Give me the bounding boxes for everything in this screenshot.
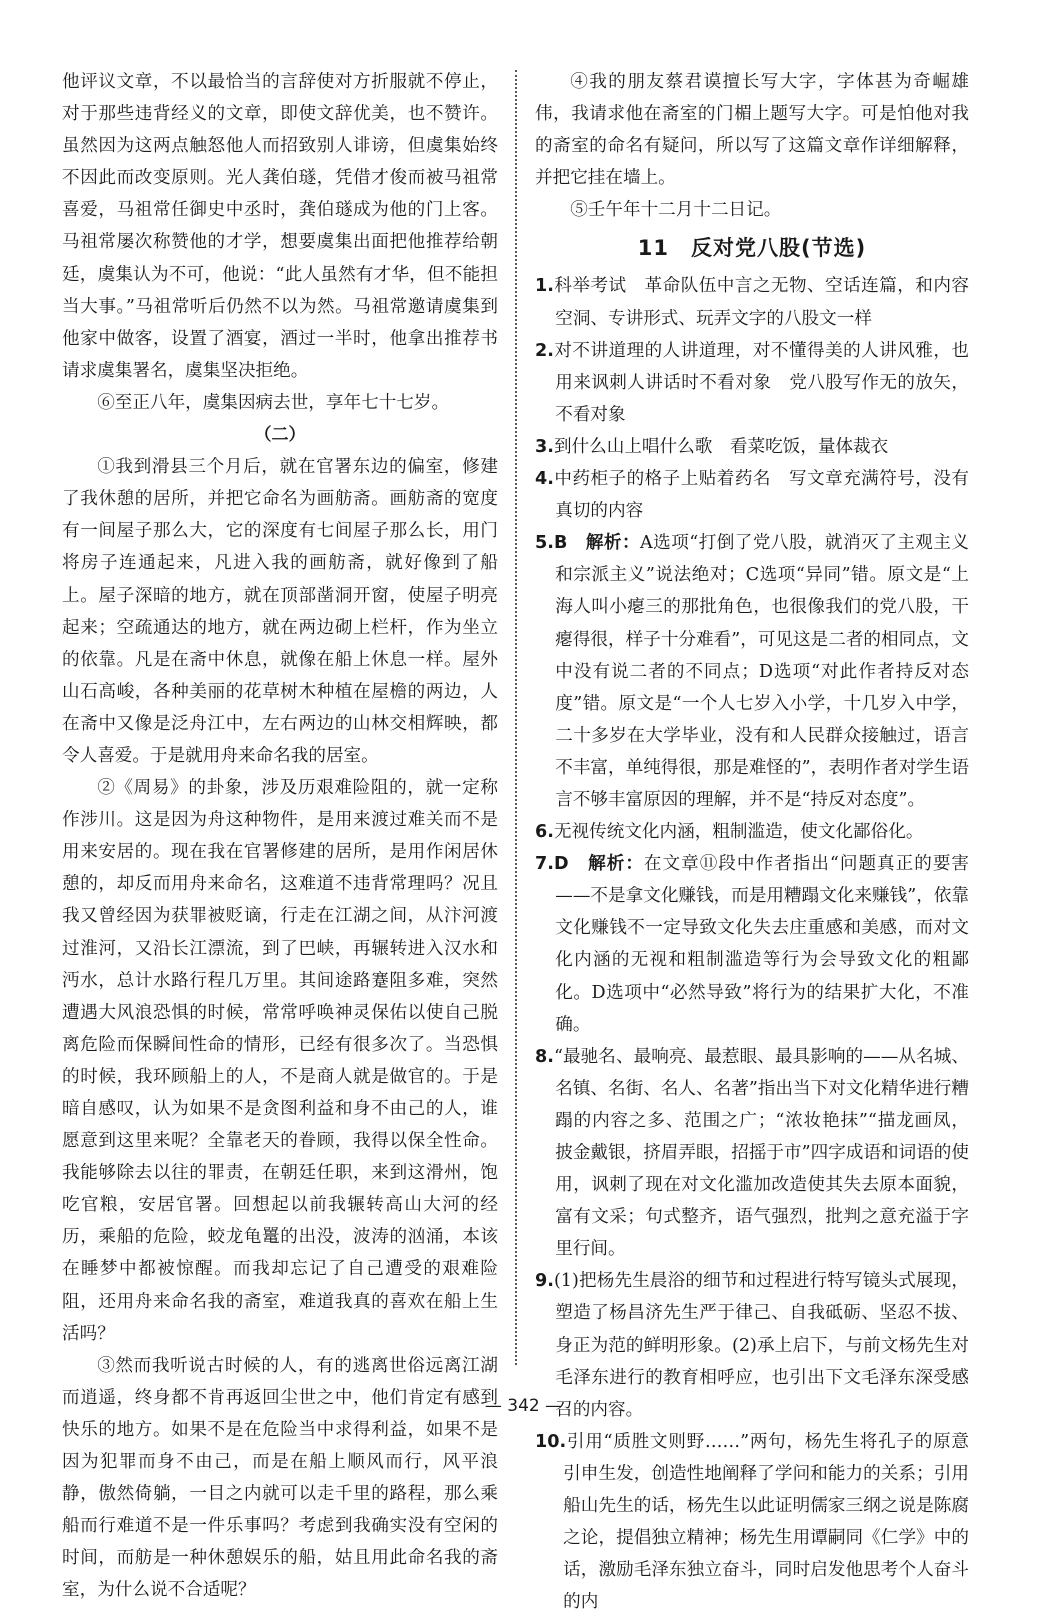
answer-item	[535, 1426, 969, 1618]
answer-number: 9.	[535, 1271, 554, 1292]
answer-number: 7.	[535, 854, 554, 875]
answer-number: 3.	[535, 436, 554, 457]
lesson-title: 11 反对党八股(节选)	[637, 236, 867, 261]
paragraph-continued: 他评议文章，不以最恰当的言辞使对方折服就不停止，对于那些违背经义的文章，即使文辞优美，也不赞许。虽然因为这两点触怒他人而招致别人诽谤，但虞集始终不因此而改变原则。光人龚伯璲，凭借才俊而被马祖常喜爱，马祖常任御史中丞时，龚伯璲成为他的门上客。马祖常屡次称赞他的才学，想要虞集出面把他推荐给朝廷，虞集认为不可，他说：“此人虽然有才华，但不能担当大事。”马祖常听后仍然不以为然。马祖常邀请虞集到他家中做客，设置了酒宴，酒过一半时，他拿出推荐书请求虞集署名，虞集坚决拒绝。	[62, 72, 498, 381]
paragraph-6: ⑥至正八年，虞集因病去世，享年七十七岁。	[97, 392, 450, 413]
answer-number: 6.	[535, 822, 554, 843]
paragraph-4: ④我的朋友蔡君谟擅长写大字，字体甚为奇崛雄伟，我请求他在斋室的门楣上题写大字。可是怕他对我的斋室的命名有疑问，所以写了这篇文章作详细解释，并把它挂在墙上。	[535, 72, 969, 189]
answer-item	[535, 431, 969, 463]
answer-text: 到什么山上唱什么歌 看菜吃饭，量体裁衣	[553, 436, 889, 457]
right-column	[535, 66, 969, 1618]
left-column	[62, 66, 498, 1607]
answer-number: 5.	[535, 533, 554, 554]
answer-text: A选项“打倒了党八股，就消灭了主观主义和宗派主义”说法绝对；C选项“异同”错。原文是“上海人叫小瘪三的那批角色，也很像我们的党八股，干瘪得很，样子十分难看”，可见这是二者的相同点，文中没有说二者的不同点；D选项“对此作者持反对态度”错。原文是“一个人七岁入小学，十几岁入中学，二十多岁在大学毕业，没有和人民群众接触过，语言不丰富，单纯得很，那是难怪的”，表明作者对学生语言不够丰富原因的理解，并不是“持反对态度”。	[555, 533, 969, 810]
answer-number: 8.	[535, 1046, 554, 1067]
answer-text: “最驰名、最响亮、最惹眼、最具影响的——从名城、名镇、名街、名人、名著”指出当下对文化精华进行糟蹋的内容之多、范围之广；“浓妆艳抹”“描龙画凤，披金戴银，挤眉弄眼，招摇于市”四字成语和词语的使用，讽刺了现在对文化滥加改造使其失去原本面貌，富有文采；句式整齐，语气强烈，批判之意充溢于字里行间。	[553, 1046, 969, 1260]
section-heading-2: （二）	[254, 425, 306, 446]
answer-number: 4.	[535, 469, 554, 490]
answer-item	[535, 848, 969, 1041]
answer-item	[535, 816, 969, 848]
answer-text: 在文章⑪段中作者指出“问题真正的要害——不是拿文化赚钱，而是用糟蹋文化来赚钱”，依靠文化赚钱不一定导致文化失去庄重感和美感，而对文化内涵的无视和粗制滥造等行为会导致文化的粗鄙化。D选项中“必然导致”将行为的结果扩大化，不准确。	[555, 854, 969, 1035]
answer-text: 无视传统文化内涵，粗制滥造，使文化鄙俗化。	[553, 822, 924, 843]
answer-item	[535, 463, 969, 527]
answer-text: 科举考试 革命队伍中言之无物、空话连篇，和内容空洞、专讲形式、玩弄文字的八股文一样	[553, 276, 969, 329]
answer-number: 1.	[535, 276, 554, 297]
answer-text: (1)把杨先生晨浴的细节和过程进行特写镜头式展现，塑造了杨昌济先生严于律己、自我砥砺、坚忍不拔、身正为范的鲜明形象。(2)承上启下，与前文杨先生对毛泽东进行的教育相呼应，也引出下文毛泽东深受感召的内容。	[553, 1271, 969, 1420]
paragraph-5: ⑤壬午年十二月十二日记。	[570, 200, 782, 221]
paragraph-2: ②《周易》的卦象，涉及历艰难险阻的，就一定称作涉川。这是因为舟这种物件，是用来渡过难关而不是用来安居的。现在我在官署修建的居所，是用作闲居休憩的，却反而用舟来命名，这难道不违背常理吗？况且我又曾经因为获罪被贬谪，行走在江湖之间，从汴河渡过淮河，又沿长江漂流，到了巴峡，再辗转进入汉水和沔水，总计水路行程几万里。其间途路蹇阻多难，突然遭遇大风浪恐惧的时候，常常呼唤神灵保佑以使自己脱离危险而保瞬间性命的情形，已经有很多次了。当恐惧的时候，我环顾船上的人，不是商人就是做官的。于是暗自感叹，认为如果不是贪图利益和身不由己的人，谁愿意到这里来呢？全靠老天的眷顾，我得以保全性命。我能够除去以往的罪责，在朝廷任职，来到这滑州，饱吃官粮，安居官署。回想起以前我辗转高山大河的经历，乘船的危险，蛟龙龟鼍的出没，波涛的汹涌，本该在睡梦中都被惊醒。而我却忘记了自己遭受的艰难险阻，还用舟来命名我的斋室，难道我真的喜欢在船上生活吗？	[62, 778, 498, 1344]
answer-item	[535, 1041, 969, 1266]
answer-label: B 解析：	[553, 533, 640, 554]
answer-item	[535, 270, 969, 334]
answer-label: D 解析：	[553, 854, 644, 875]
answer-text: 引用“质胜文则野……”两句，杨先生将孔子的原意引申生发，创造性地阐释了学问和能力的关系；引用船山先生的话，杨先生以此证明儒家三纲之说是陈腐之论，提倡独立精神；杨先生用谭嗣同《仁学》中的话，激励毛泽东独立奋斗，同时启发他思考个人奋斗的内	[563, 1431, 969, 1613]
page-number: — 342 —	[484, 1396, 563, 1416]
answer-number: 2.	[535, 340, 554, 361]
answer-item	[535, 527, 969, 816]
paragraph-1: ①我到滑县三个月后，就在官署东边的偏室，修建了我休憩的居所，并把它命名为画舫斋。画舫斋的宽度有一间屋子那么大，它的深度有七间屋子那么长，用门将房子连通起来，凡进入我的画舫斋，就好像到了船上。屋子深暗的地方，就在顶部凿洞开窗，使屋子明亮起来；空疏通达的地方，就在两边砌上栏杆，作为坐立的依靠。凡是在斋中休息，就像在船上休息一样。屋外山石高峻，各种美丽的花草树木种植在屋檐的两边，人在斋中又像是泛舟江中，左右两边的山林交相辉映，都令人喜爱。于是就用舟来命名我的居室。	[62, 457, 498, 766]
paragraph-3: ③然而我听说古时候的人，有的逃离世俗远离江湖而逍遥，终身都不肯再返回尘世之中，他们肯定有感到快乐的地方。如果不是在危险当中求得利益，如果不是因为犯罪而身不由己，而是在船上顺风而行，风平浪静，傲然倚躺，一目之内就可以走千里的路程，那么乘船而行难道不是一件乐事吗？考虑到我确实没有空闲的时间，而舫是一种休憩娱乐的船，姑且用此命名我的斋室，为什么说不合适呢？	[62, 1355, 498, 1601]
answer-text: 中药柜子的格子上贴着药名 写文章充满符号，没有真切的内容	[553, 469, 969, 522]
column-divider	[515, 70, 517, 1365]
answer-item	[535, 335, 969, 431]
answer-text: 对不讲道理的人讲道理，对不懂得美的人讲风雅，也用来讽刺人讲话时不看对象 党八股写作无的放矢，不看对象	[553, 340, 969, 425]
answer-number: 10.	[535, 1431, 567, 1452]
